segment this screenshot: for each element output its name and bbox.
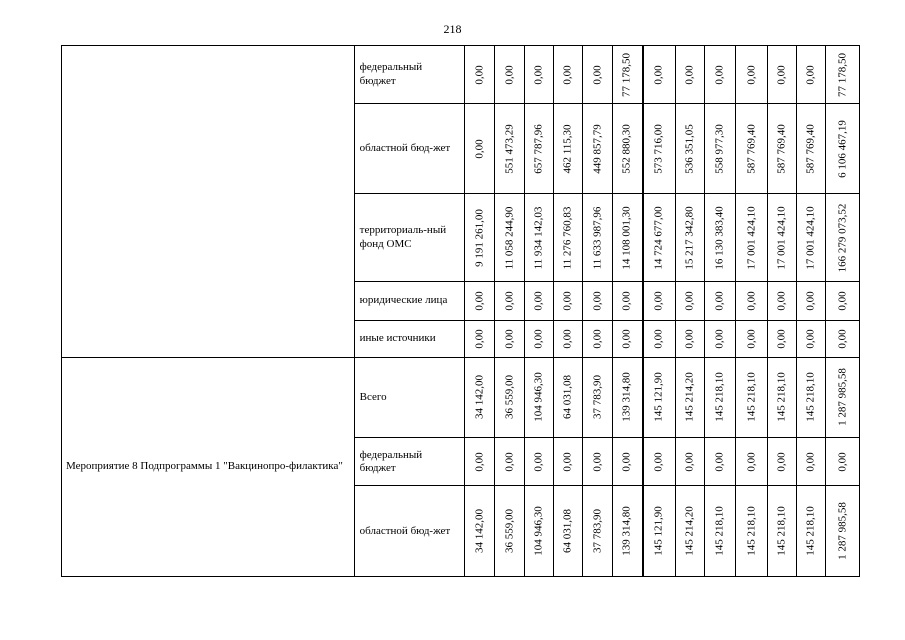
value-cell — [704, 193, 735, 282]
value-cell — [612, 46, 642, 104]
funding-source-cell: иные источники — [354, 320, 464, 357]
value-cell — [704, 282, 735, 320]
value-text: 11 633 987,96 — [591, 206, 604, 269]
value-cell — [612, 320, 642, 357]
value-text: 0,00 — [836, 329, 849, 349]
value-text: 11 934 142,03 — [532, 206, 545, 269]
value-text: 17 001 424,10 — [744, 205, 757, 270]
value-cell — [675, 320, 704, 357]
value-text: 0,00 — [591, 291, 604, 311]
value-cell — [643, 438, 675, 486]
value-cell — [767, 193, 796, 282]
measure-name-cell: Мероприятие 8 Подпрограммы 1 "Вакцинопро-филактика" — [62, 357, 355, 576]
value-cell — [465, 486, 495, 577]
value-text: 0,00 — [652, 65, 665, 85]
value-cell — [583, 486, 612, 577]
value-text: 9 191 261,00 — [473, 208, 486, 267]
value-text: 0,00 — [473, 329, 486, 349]
value-cell — [704, 104, 735, 194]
value-text: 0,00 — [713, 65, 726, 85]
value-text: 0,00 — [620, 329, 633, 349]
value-cell — [643, 104, 675, 194]
value-cell — [767, 320, 796, 357]
value-cell — [826, 320, 860, 357]
value-cell — [675, 104, 704, 194]
value-text: 0,00 — [561, 329, 574, 349]
value-text: 0,00 — [502, 329, 515, 349]
value-text: 1 287 985,58 — [836, 368, 849, 427]
funding-source-cell: федеральный бюджет — [354, 46, 464, 104]
measure-name-cell — [62, 46, 355, 358]
value-text: 145 218,10 — [713, 506, 726, 556]
value-text: 104 946,30 — [532, 506, 545, 556]
value-text: 15 217 342,80 — [683, 205, 696, 270]
value-text: 0,00 — [620, 291, 633, 311]
value-text: 11 276 760,83 — [561, 206, 574, 269]
value-cell — [524, 438, 553, 486]
value-text: 0,00 — [804, 291, 817, 311]
value-text: 0,00 — [502, 452, 515, 472]
value-text: 145 218,10 — [775, 506, 788, 556]
value-text: 17 001 424,10 — [775, 205, 788, 270]
value-text: 0,00 — [502, 291, 515, 311]
value-cell — [524, 357, 553, 437]
value-cell — [826, 438, 860, 486]
budget-table — [61, 45, 860, 577]
value-cell — [495, 486, 524, 577]
value-text: 657 787,96 — [532, 123, 545, 174]
value-cell — [704, 438, 735, 486]
value-cell — [495, 193, 524, 282]
value-cell — [797, 104, 826, 194]
value-cell — [524, 486, 553, 577]
value-text: 0,00 — [775, 452, 788, 472]
value-text: 139 314,80 — [620, 506, 633, 556]
value-cell — [767, 46, 796, 104]
value-text: 64 031,08 — [561, 509, 574, 554]
value-cell — [736, 282, 767, 320]
value-text: 0,00 — [775, 329, 788, 349]
value-text: 145 218,10 — [804, 506, 817, 556]
value-cell — [524, 320, 553, 357]
value-text: 587 769,40 — [744, 123, 757, 174]
table-body — [62, 46, 860, 577]
value-text: 77 178,50 — [620, 52, 633, 97]
value-cell — [524, 46, 553, 104]
funding-source-cell: областной бюд-жет — [354, 486, 464, 577]
value-text: 587 769,40 — [804, 123, 817, 174]
value-text: 0,00 — [532, 452, 545, 472]
value-text: 0,00 — [683, 65, 696, 85]
value-text: 558 977,30 — [713, 123, 726, 174]
value-cell — [736, 438, 767, 486]
value-cell — [612, 486, 642, 577]
value-cell — [465, 193, 495, 282]
value-cell — [524, 104, 553, 194]
value-cell — [675, 46, 704, 104]
value-cell — [675, 486, 704, 577]
table-row — [62, 357, 860, 437]
funding-source-cell: федеральный бюджет — [354, 438, 464, 486]
value-cell — [675, 282, 704, 320]
value-cell — [583, 320, 612, 357]
value-cell — [736, 46, 767, 104]
value-text: 145 218,10 — [744, 506, 757, 556]
value-text: 0,00 — [775, 65, 788, 85]
value-cell — [797, 193, 826, 282]
value-cell — [495, 104, 524, 194]
value-cell — [675, 193, 704, 282]
value-text: 0,00 — [652, 452, 665, 472]
value-text: 0,00 — [591, 65, 604, 85]
value-text: 0,00 — [683, 452, 696, 472]
value-text: 145 121,90 — [652, 506, 665, 556]
value-cell — [643, 193, 675, 282]
value-text: 37 783,90 — [591, 509, 604, 554]
value-text: 0,00 — [532, 291, 545, 311]
value-text: 34 142,00 — [473, 375, 486, 420]
value-cell — [826, 193, 860, 282]
value-text: 0,00 — [473, 65, 486, 85]
value-text: 11 058 244,90 — [502, 206, 515, 269]
value-text: 0,00 — [561, 452, 574, 472]
value-text: 0,00 — [713, 291, 726, 311]
value-text: 0,00 — [561, 65, 574, 85]
value-text: 145 218,10 — [804, 372, 817, 423]
value-text: 0,00 — [591, 452, 604, 472]
value-text: 0,00 — [473, 138, 486, 159]
value-text: 37 783,90 — [591, 375, 604, 420]
value-cell — [465, 438, 495, 486]
value-text: 64 031,08 — [561, 375, 574, 420]
value-cell — [583, 282, 612, 320]
value-text: 573 716,00 — [652, 123, 665, 174]
value-text: 145 218,10 — [775, 372, 788, 423]
value-cell — [583, 104, 612, 194]
value-cell — [675, 357, 704, 437]
value-cell — [704, 320, 735, 357]
value-cell — [583, 46, 612, 104]
value-text: 0,00 — [683, 291, 696, 311]
value-text: 166 279 073,52 — [836, 203, 849, 272]
value-cell — [465, 104, 495, 194]
page-number: 218 — [443, 22, 462, 36]
value-cell — [612, 193, 642, 282]
value-cell — [797, 357, 826, 437]
funding-source-cell: юридические лица — [354, 282, 464, 320]
value-cell — [554, 320, 583, 357]
value-cell — [495, 46, 524, 104]
value-cell — [643, 46, 675, 104]
value-text: 0,00 — [804, 65, 817, 85]
value-cell — [826, 282, 860, 320]
value-text: 462 115,30 — [561, 124, 574, 174]
value-text: 14 108 001,30 — [620, 205, 633, 270]
value-cell — [736, 320, 767, 357]
value-text: 0,00 — [804, 452, 817, 472]
value-cell — [704, 46, 735, 104]
value-cell — [767, 486, 796, 577]
value-text: 0,00 — [744, 452, 757, 472]
value-cell — [524, 282, 553, 320]
value-cell — [704, 486, 735, 577]
value-cell — [643, 486, 675, 577]
funding-source-cell: Всего — [354, 357, 464, 437]
value-text: 145 214,20 — [683, 506, 696, 556]
value-text: 0,00 — [775, 291, 788, 311]
value-cell — [465, 357, 495, 437]
value-cell — [612, 438, 642, 486]
value-cell — [465, 46, 495, 104]
value-text: 536 351,05 — [683, 123, 696, 174]
value-cell — [612, 104, 642, 194]
value-cell — [554, 193, 583, 282]
value-text: 139 314,80 — [620, 372, 633, 423]
value-text: 0,00 — [620, 452, 633, 472]
value-cell — [583, 438, 612, 486]
value-text: 14 724 677,00 — [652, 205, 665, 270]
value-text: 0,00 — [532, 329, 545, 349]
value-cell — [704, 357, 735, 437]
value-cell — [554, 46, 583, 104]
value-text: 145 218,10 — [744, 372, 757, 423]
value-cell — [797, 282, 826, 320]
value-text: 0,00 — [473, 291, 486, 311]
value-cell — [797, 46, 826, 104]
funding-source-cell: территориаль-ный фонд ОМС — [354, 193, 464, 282]
value-text: 552 880,30 — [620, 123, 633, 174]
value-text: 551 473,29 — [502, 123, 515, 174]
value-cell — [643, 357, 675, 437]
value-cell — [767, 104, 796, 194]
value-cell — [554, 486, 583, 577]
value-text: 77 178,50 — [836, 52, 849, 97]
value-text: 104 946,30 — [532, 372, 545, 423]
value-text: 0,00 — [652, 291, 665, 311]
value-cell — [554, 282, 583, 320]
value-cell — [736, 357, 767, 437]
funding-source-cell: областной бюд-жет — [354, 104, 464, 194]
value-text: 36 559,00 — [502, 509, 515, 554]
value-cell — [495, 357, 524, 437]
value-text: 16 130 383,40 — [713, 205, 726, 270]
value-cell — [612, 282, 642, 320]
value-cell — [767, 438, 796, 486]
value-text: 0,00 — [804, 329, 817, 349]
value-cell — [465, 282, 495, 320]
value-text: 0,00 — [744, 291, 757, 311]
value-text: 0,00 — [532, 65, 545, 85]
value-text: 17 001 424,10 — [804, 205, 817, 270]
value-cell — [495, 282, 524, 320]
value-text: 0,00 — [652, 329, 665, 349]
table-row — [62, 46, 860, 104]
value-text: 0,00 — [502, 65, 515, 85]
value-cell — [583, 193, 612, 282]
value-cell — [524, 193, 553, 282]
value-cell — [826, 46, 860, 104]
value-cell — [826, 486, 860, 577]
value-text: 0,00 — [744, 329, 757, 349]
value-cell — [495, 438, 524, 486]
value-cell — [554, 357, 583, 437]
value-cell — [554, 438, 583, 486]
value-cell — [826, 357, 860, 437]
value-cell — [736, 104, 767, 194]
value-text: 0,00 — [744, 65, 757, 85]
value-cell — [612, 357, 642, 437]
value-text: 0,00 — [591, 329, 604, 349]
value-text: 0,00 — [836, 452, 849, 472]
value-cell — [554, 104, 583, 194]
value-cell — [767, 282, 796, 320]
value-text: 0,00 — [683, 329, 696, 349]
value-text: 145 214,20 — [683, 372, 696, 423]
value-cell — [583, 357, 612, 437]
value-text: 6 106 467,19 — [836, 119, 849, 178]
value-cell — [797, 438, 826, 486]
value-text: 36 559,00 — [502, 375, 515, 420]
value-text: 0,00 — [561, 291, 574, 311]
value-text: 1 287 985,58 — [836, 502, 849, 561]
value-text: 145 218,10 — [713, 372, 726, 423]
value-cell — [675, 438, 704, 486]
value-cell — [643, 282, 675, 320]
value-text: 0,00 — [473, 452, 486, 472]
value-text: 0,00 — [713, 452, 726, 472]
value-text: 449 857,79 — [591, 123, 604, 174]
value-text: 587 769,40 — [775, 123, 788, 174]
value-text: 0,00 — [713, 329, 726, 349]
value-cell — [797, 486, 826, 577]
value-cell — [643, 320, 675, 357]
value-cell — [826, 104, 860, 194]
value-cell — [495, 320, 524, 357]
value-cell — [767, 357, 796, 437]
value-cell — [797, 320, 826, 357]
value-text: 145 121,90 — [652, 372, 665, 423]
value-cell — [736, 486, 767, 577]
value-cell — [465, 320, 495, 357]
value-text: 34 142,00 — [473, 509, 486, 554]
value-text: 0,00 — [836, 291, 849, 311]
value-cell — [736, 193, 767, 282]
